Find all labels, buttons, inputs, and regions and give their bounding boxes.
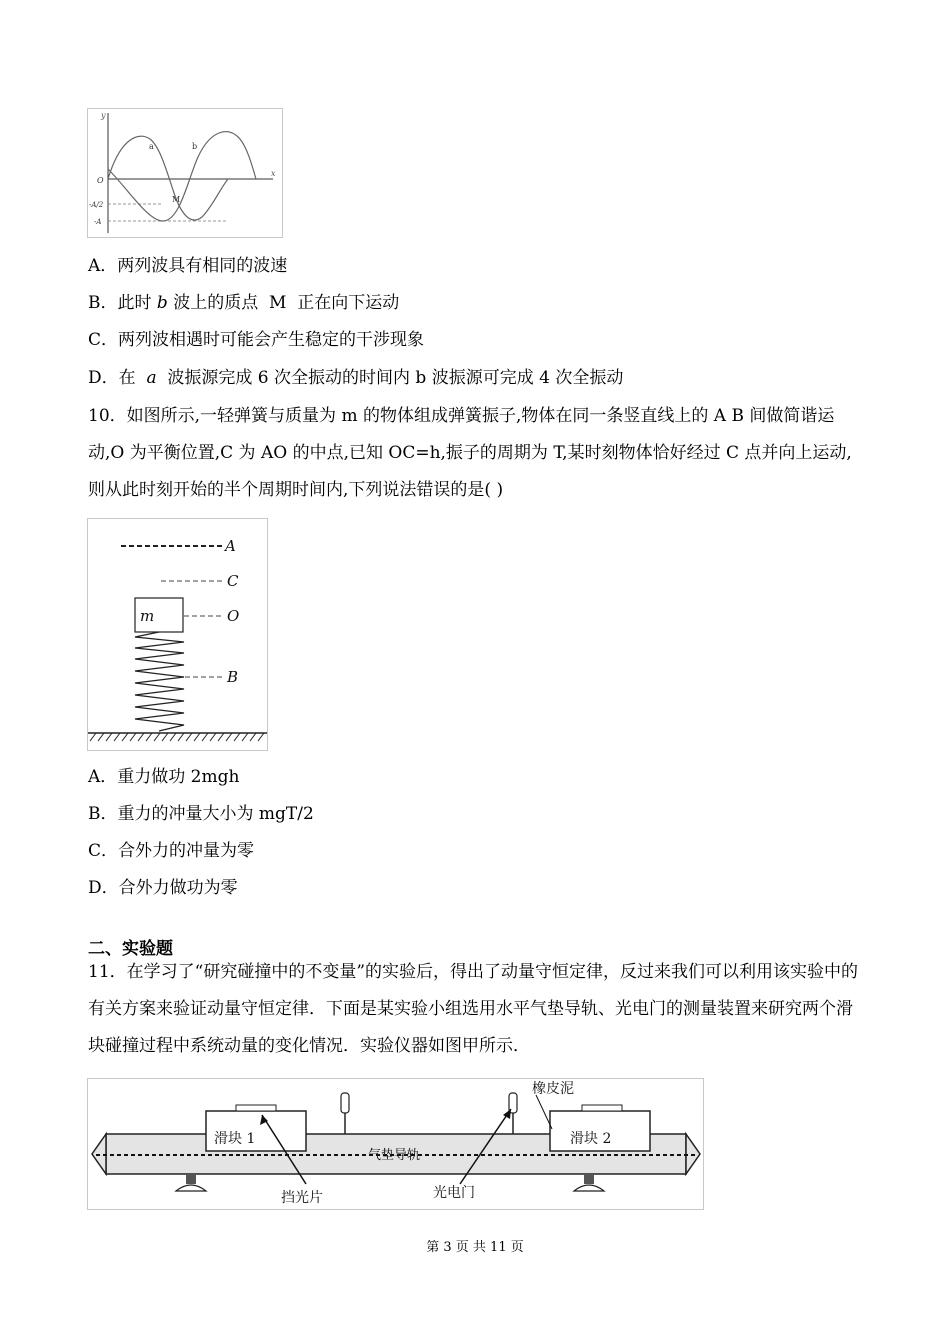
- q10-option-b: [88, 803, 314, 825]
- option-text-pre: 此时: [117, 293, 157, 313]
- q9-option-c: [88, 329, 424, 351]
- air-track-figure: [87, 1078, 704, 1210]
- air-track-diagram: [88, 1079, 703, 1209]
- spring-figure: [87, 518, 268, 751]
- option-prefix: D．: [88, 368, 119, 388]
- ground-hatching: [90, 733, 264, 741]
- wave-a-curve: [108, 136, 228, 220]
- option-prefix: D．: [88, 878, 119, 898]
- q10-option-c: [88, 840, 254, 862]
- shutter-label: 挡光片: [281, 1190, 323, 1206]
- q9-option-b: [88, 292, 399, 314]
- option-text: 重力的冲量大小为 mgT/2: [117, 804, 314, 824]
- option-variable: a: [146, 368, 157, 388]
- slider-2-label: 滑块 2: [570, 1131, 612, 1147]
- wave-graph: [88, 109, 282, 237]
- slider-2-shutter: [582, 1105, 622, 1111]
- option-text-post: 波上的质点 M 正在向下运动: [167, 293, 400, 313]
- option-text: 重力做功 2mgh: [117, 767, 240, 787]
- wave-b-label: b: [192, 142, 198, 151]
- slider-1-label: 滑块 1: [214, 1131, 256, 1147]
- neg-half-amplitude-label: -A/2: [89, 201, 104, 209]
- photogate-1: [341, 1093, 349, 1113]
- neg-amplitude-label: -A: [94, 218, 102, 226]
- q9-option-d: [88, 367, 623, 389]
- option-prefix: C．: [88, 330, 119, 350]
- wave-a-label: a: [149, 142, 154, 151]
- option-text-post: 波振源完成 6 次全振动的时间内 b 波振源可完成 4 次全振动: [156, 368, 624, 388]
- q10-option-d: [88, 877, 238, 899]
- right-support-post: [584, 1174, 594, 1184]
- spring-diagram: [88, 519, 267, 750]
- label-c: C: [227, 572, 239, 590]
- label-b: B: [227, 668, 239, 686]
- option-prefix: A．: [88, 767, 118, 787]
- point-m-label: M: [172, 195, 181, 204]
- label-a: A: [225, 537, 236, 555]
- slider-1-shutter: [236, 1105, 276, 1111]
- option-prefix: B．: [88, 293, 118, 313]
- y-axis-label: y: [101, 111, 106, 120]
- wave-b-curve: [108, 132, 256, 221]
- photogate-label: 光电门: [433, 1185, 475, 1201]
- right-support-foot: [574, 1185, 604, 1191]
- option-text: 两列波相遇时可能会产生稳定的干涉现象: [118, 330, 425, 350]
- origin-label: O: [97, 176, 104, 185]
- option-text: 两列波具有相同的波速: [117, 256, 288, 276]
- option-prefix: C．: [88, 841, 119, 861]
- mass-label: m: [140, 607, 155, 625]
- page-footer: 第 3 页 共 11 页: [426, 1240, 524, 1255]
- q9-option-a: [88, 255, 287, 277]
- wave-figure: [87, 108, 283, 238]
- option-prefix: B．: [88, 804, 118, 824]
- x-axis-label: x: [271, 169, 276, 178]
- photogate-arrowhead: [503, 1109, 511, 1119]
- option-variable: b: [156, 293, 168, 313]
- spring-coil: [135, 632, 184, 731]
- option-prefix: A．: [88, 256, 118, 276]
- track-label: 气垫导轨: [368, 1148, 421, 1163]
- option-text: 合外力做功为零: [118, 878, 238, 898]
- q10-option-a: [88, 766, 239, 788]
- section-title: 二、实验题: [88, 939, 173, 959]
- left-support-post: [186, 1174, 196, 1184]
- option-text: 合外力的冲量为零: [118, 841, 255, 861]
- clay-label: 橡皮泥: [532, 1081, 574, 1097]
- option-text-pre: 在: [118, 368, 147, 388]
- label-o: O: [227, 607, 240, 625]
- q10-stem: 10．如图所示,一轻弹簧与质量为 m 的物体组成弹簧振子,物体在同一条竖直线上的 A B 间做简谐运动,O 为平衡位置,C 为 AO 的中点,已知 OC=h,振子的周期为 T,某时刻物体恰好经过 C 点并向上运动,则从此时刻开始的半个周期时间内,下列说法错误的是( ): [88, 406, 852, 500]
- left-support-foot: [176, 1185, 206, 1191]
- q11-stem: 11．在学习了“研究碰撞中的不变量”的实验后，得出了动量守恒定律，反过来我们可以利用该实验中的有关方案来验证动量守恒定律．下面是某实验小组选用水平气垫导轨、光电门的测量装置来研究两个滑块碰撞过程中系统动量的变化情况．实验仪器如图甲所示．: [88, 962, 859, 1056]
